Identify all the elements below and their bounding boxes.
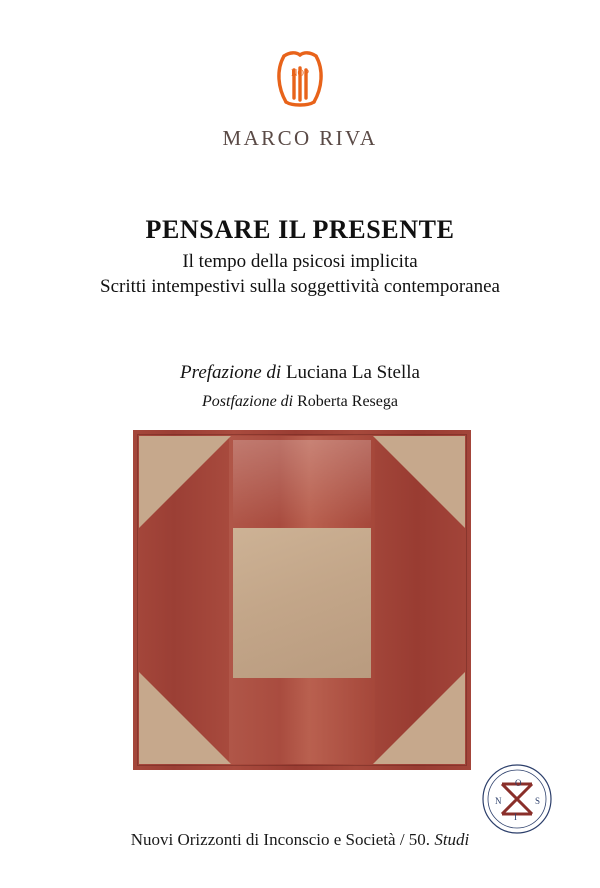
series-italic-suffix: Studi (434, 830, 470, 849)
publisher-seal-icon (480, 762, 554, 836)
contributor-preface (0, 360, 600, 386)
contributors-block (0, 360, 600, 412)
book-title: PENSARE IL PRESENTE (145, 215, 455, 244)
lyre-icon (272, 48, 328, 110)
contributor-preface-name: Luciana La Stella (285, 362, 420, 383)
cover-artwork (133, 430, 471, 770)
title-block (0, 215, 600, 298)
contributor-afterword-name: Roberta Resega (297, 392, 398, 410)
contributor-preface-role: Prefazione di (180, 362, 282, 383)
artwork-frame (137, 434, 467, 766)
svg-text:O: O (515, 778, 522, 788)
publisher-logo (0, 48, 600, 110)
svg-text:NOP: NOP (290, 68, 310, 78)
author-name: MARCO RIVA (222, 126, 378, 150)
svg-text:S: S (535, 796, 541, 806)
contributor-afterword-role: Postfazione di (202, 392, 294, 410)
svg-text:N: N (495, 796, 502, 806)
book-subtitle-secondary: Scritti intempestivi sulla soggettività contemporanea (100, 275, 500, 297)
series-text: Nuovi Orizzonti di Inconscio e Società / 50. (130, 830, 431, 849)
svg-text:I: I (514, 812, 517, 822)
book-subtitle-primary: Il tempo della psicosi implicita (182, 250, 418, 272)
contributor-afterword (0, 391, 600, 413)
